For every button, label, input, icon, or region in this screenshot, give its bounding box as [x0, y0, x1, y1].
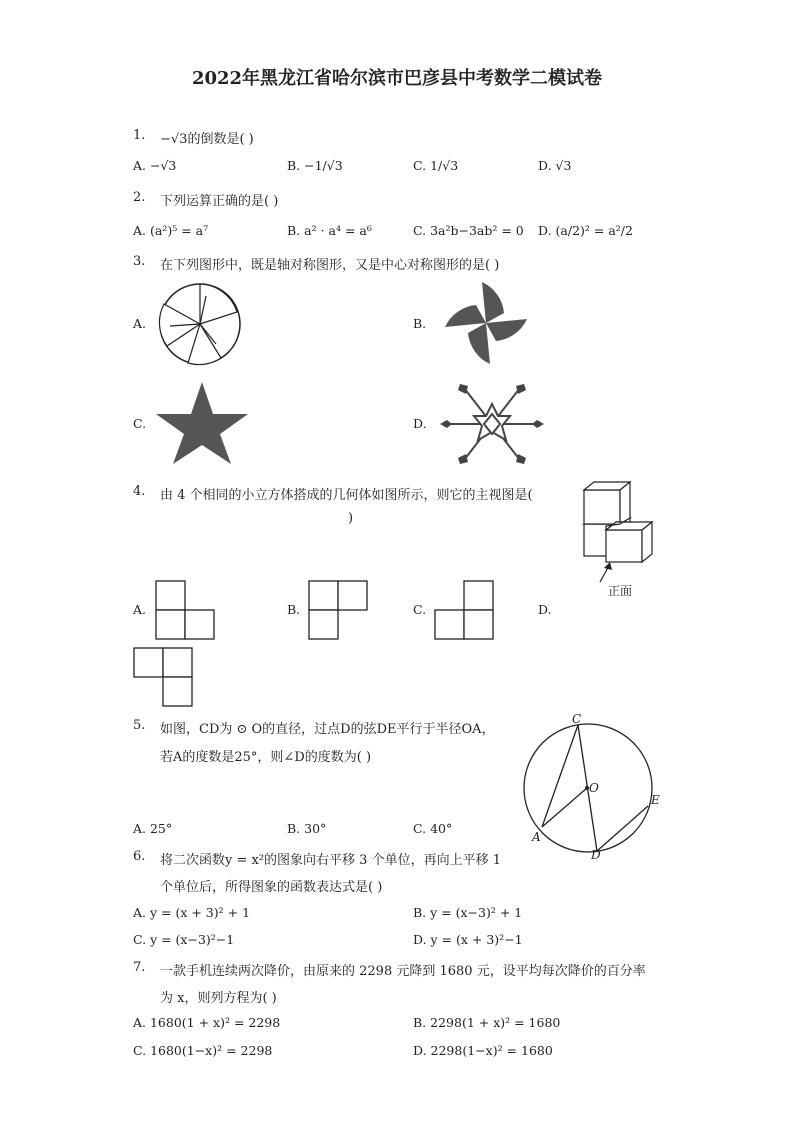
- q3-option-d: D.: [413, 416, 427, 431]
- q6-option-a: A. y = (x + 3)² + 1: [133, 905, 251, 920]
- q2-option-d: D. (a/2)² = a²/2: [538, 223, 633, 238]
- question-2-number: 2.: [133, 190, 146, 205]
- q4-cube-figure: [580, 478, 664, 570]
- q6-option-c: C. y = (x−3)²−1: [133, 932, 235, 947]
- q4-front-view-label: 正面: [608, 584, 633, 598]
- q4-figure-a: [155, 580, 216, 640]
- q4-figure-c: [434, 580, 495, 640]
- q3-figure-a-divided-circle: [158, 282, 242, 366]
- question-5-number: 5.: [133, 718, 146, 733]
- q1-option-a: A. −√3: [133, 158, 177, 173]
- question-6-text-line2: 个单位后，所得图象的函数表达式是( ): [160, 880, 383, 895]
- q6-option-d: D. y = (x + 3)²−1: [413, 932, 523, 947]
- question-3-text: 在下列图形中，既是轴对称图形，又是中心对称图形的是( ): [160, 258, 500, 273]
- q5-option-c: C. 40°: [413, 821, 453, 836]
- question-7-number: 7.: [133, 960, 146, 975]
- question-4-text-close: ): [348, 511, 354, 526]
- q3-figure-d-snowflake: [438, 380, 546, 468]
- question-6-number: 6.: [133, 849, 146, 864]
- q4-option-a: A.: [133, 602, 147, 617]
- q5-option-a: A. 25°: [133, 821, 173, 836]
- question-7-text-line2: 为 x，则列方程为( ): [160, 991, 277, 1006]
- question-5-text-line2: 若A的度数是25°，则∠D的度数为( ): [160, 750, 372, 765]
- q4-figure-b: [308, 580, 369, 640]
- q2-option-b: B. a² · a⁴ = a⁶: [287, 223, 372, 238]
- q5-label-o: O: [589, 781, 599, 795]
- q3-option-a: A.: [133, 316, 147, 331]
- question-4-number: 4.: [133, 484, 146, 499]
- question-5-text: 如图，CD为 ⊙ O的直径，过点D的弦DE平行于半径OA，: [160, 722, 495, 737]
- q4-option-b: B.: [287, 602, 301, 617]
- question-4-text: 由 4 个相同的小立方体搭成的几何体如图所示，则它的主视图是(: [160, 488, 533, 503]
- q4-figure-d: [133, 647, 194, 707]
- q5-option-b: B. 30°: [287, 821, 327, 836]
- q3-figure-c-star: [154, 380, 250, 464]
- question-3-number: 3.: [133, 254, 146, 269]
- q3-figure-b-pinwheel: [437, 280, 535, 366]
- q1-option-d: D. √3: [538, 158, 572, 173]
- q3-option-c: C.: [133, 416, 147, 431]
- q5-label-e: E: [651, 793, 660, 807]
- q3-option-b: B.: [413, 316, 427, 331]
- q7-option-c: C. 1680(1−x)² = 2298: [133, 1043, 273, 1058]
- q4-option-c: C.: [413, 602, 427, 617]
- q1-option-b: B. −1/√3: [287, 158, 343, 173]
- question-1-text: −√3的倒数是( ): [160, 132, 254, 147]
- q7-option-a: A. 1680(1 + x)² = 2298: [133, 1015, 281, 1030]
- question-1-number: 1.: [133, 128, 146, 143]
- q7-option-b: B. 2298(1 + x)² = 1680: [413, 1015, 561, 1030]
- question-7-text: 一款手机连续两次降价，由原来的 2298 元降到 1680 元，设平均每次降价的百分率: [160, 964, 646, 979]
- page-title: 2022年黑龙江省哈尔滨市巴彦县中考数学二模试卷: [191, 68, 603, 89]
- q5-label-c: C: [572, 712, 582, 726]
- q1-option-c: C. 1/√3: [413, 158, 459, 173]
- q4-option-d: D.: [538, 602, 552, 617]
- q2-option-a: A. (a²)⁵ = a⁷: [133, 223, 209, 238]
- q5-label-a: A: [532, 830, 541, 844]
- q2-option-c: C. 3a²b−3ab² = 0: [413, 223, 524, 238]
- q7-option-d: D. 2298(1−x)² = 1680: [413, 1043, 553, 1058]
- q6-option-b: B. y = (x−3)² + 1: [413, 905, 523, 920]
- q5-label-d: D: [591, 848, 601, 862]
- question-2-text: 下列运算正确的是( ): [160, 194, 279, 209]
- question-6-text: 将二次函数y = x²的图象向右平移 3 个单位，再向上平移 1: [160, 853, 501, 868]
